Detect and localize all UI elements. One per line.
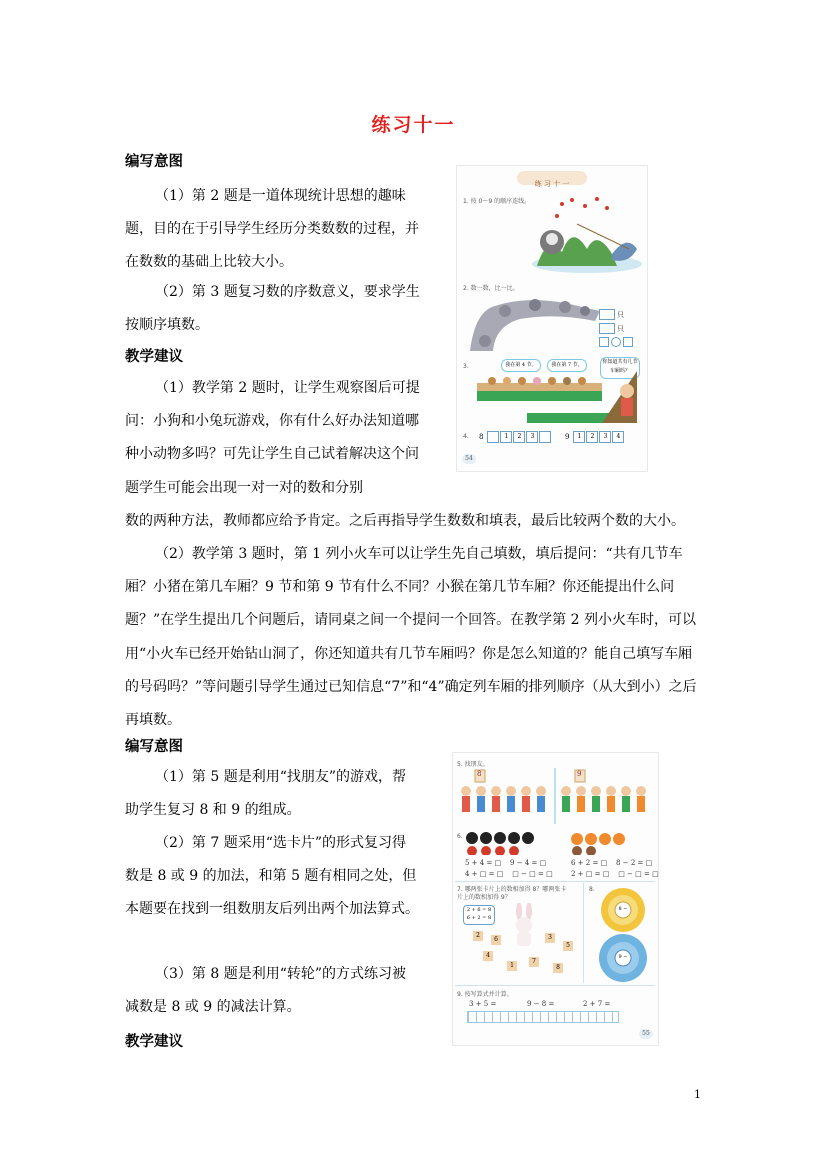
speech-bubble: 我在第 4 节。: [501, 359, 541, 372]
exercise-2-label: 2. 数一数，比一比。: [463, 285, 519, 292]
number-card: 7: [529, 957, 539, 967]
unit-label: 只: [617, 310, 624, 319]
number-sequence-b: [565, 431, 624, 443]
sequence-cell: 3: [599, 431, 611, 443]
page-title: 练习十一: [371, 114, 456, 136]
train-illustration: [477, 371, 642, 429]
paragraph: （2）第 3 题复习数的序数意义，要求学生按顺序填数。: [125, 284, 420, 334]
equation-row: 2 + □ = □ □ − □ = □: [571, 870, 659, 878]
equation-row: 6 + 2 = □ 8 − 2 = □: [571, 859, 653, 867]
equation-row: 4 + □ = □ □ − □ = □: [465, 870, 553, 878]
paragraph: （1）教学第 2 题时，让学生观察图后可提问：小狗和小兔玩游戏，你有什么好办法知道哪种小动物多吗？可先让学生自己试着解决这个问题学生可能会出现一对一对的数和分别: [125, 380, 420, 496]
textbook-header-text: 练 习 十 一: [534, 180, 570, 188]
number-card: 4: [483, 951, 493, 961]
number-sequence-a: [479, 431, 551, 443]
sequence-cell: 1: [500, 431, 512, 443]
section-heading-writing-intent: 编写意图: [125, 739, 183, 755]
sequence-cell: 4: [612, 431, 624, 443]
textbook-page-number: 54: [462, 454, 476, 464]
card-number: 8: [477, 770, 482, 778]
paragraph-continuation: 数的两种方法，教师都应给予肯定。之后再指导学生数数和填表，最后比较两个数的大小。: [125, 513, 685, 529]
sequence-start: 8: [479, 433, 484, 441]
section-heading-writing-intent: 编写意图: [125, 154, 183, 170]
section-heading-teaching-suggestions: 教学建议: [125, 349, 183, 365]
sequence-cell: 2: [513, 431, 525, 443]
sequence-cell: 2: [586, 431, 598, 443]
paragraph: （1）第 5 题是利用“找朋友”的游戏，帮助学生复习 8 和 9 的组成。: [125, 769, 407, 819]
paragraph: （2）第 7 题采用“选卡片”的形式复习得数是 8 或 9 的加法，和第 5 题有相同之处，但本题要在找到一组数朋友后列出两个加法算式。: [125, 835, 419, 918]
unit-label: 只: [617, 324, 624, 333]
equation: 3 + 5 =: [469, 1000, 497, 1008]
exercise-7-label: 7. 哪两张卡片上的数相加得 8？哪两张卡片上的数相加得 9？: [457, 886, 567, 901]
exercise-1-label: 1. 按 0～9 的顺序连线。: [463, 198, 531, 205]
section-heading-teaching-suggestions: 教学建议: [125, 1034, 183, 1050]
textbook-page-image-2: [452, 752, 659, 1046]
wheel-center-label: 8 −: [618, 906, 628, 912]
wheel-center-label: 9 −: [618, 954, 628, 960]
sequence-cell: 1: [573, 431, 585, 443]
subtraction-wheels-illustration: [593, 886, 653, 984]
paragraph: （2）教学第 3 题时，第 1 列小火车可以让学生先自己填数，填后提问：“共有几节车厢？小猪在第几车厢？9 节和第 9 节有什么不同？小猴在第几节车厢？你还能提出什么问题？”在学生提出几个问题后，请同桌之间一个提问一个回答。在教学第 2 列小火车时，可以用“小火车已经开始钻山洞了，你还知道共有几节车厢吗？你是怎么知道的？能自己填写车厢的号码吗？”等问题引导学生通过已知信息“7”和“4”确定列车厢的排列顺序（从大到小）之后再填数。: [125, 546, 697, 729]
equation: 2 + 7 =: [583, 1000, 611, 1008]
number-card: 3: [545, 933, 555, 943]
animals-count-illustration: [465, 291, 605, 361]
exercise-5-label: 5. 找朋友。: [457, 761, 489, 768]
number-cards: [467, 931, 577, 979]
example-equation-box: 2 + 6 = 8 6 + 2 = 8: [463, 905, 495, 925]
textbook-page-number: 55: [639, 1029, 653, 1039]
number-card: 1: [507, 961, 517, 971]
find-friends-illustration: [457, 768, 653, 824]
exercise-8-label: 8.: [589, 886, 595, 893]
divider: [583, 883, 584, 983]
paragraph: （1）第 2 题是一道体现统计思想的趣味题，目的在于引导学生经历分类数数的过程，并在数数的基础上比较大小。: [125, 188, 419, 271]
balls-and-fruits-illustration: [465, 831, 651, 855]
sequence-cell: 3: [526, 431, 538, 443]
divider: [455, 985, 655, 986]
sequence-start: 9: [565, 433, 570, 441]
exercise-9-label: 9. 按写算式并计算。: [457, 991, 513, 998]
speech-bubble: 你知道共有几节车厢吗？: [600, 357, 640, 379]
page-number: 1: [694, 1088, 701, 1101]
number-card: 5: [563, 941, 573, 951]
paragraph: （3）第 8 题是利用“转轮”的方式练习被减数是 8 或 9 的减法计算。: [125, 966, 407, 1016]
textbook-page-image-1: [456, 165, 648, 472]
number-card: 6: [491, 935, 501, 945]
count-table: [599, 309, 639, 347]
equation: 9 − 8 =: [527, 1000, 555, 1008]
connect-dots-illustration: [517, 194, 642, 274]
exercise-6-label: 6.: [457, 833, 463, 840]
divider: [455, 881, 655, 882]
textbook-header-banner: [517, 171, 587, 188]
equation-row: 5 + 4 = □ 9 − 4 = □: [465, 859, 547, 867]
number-card: 2: [473, 931, 483, 941]
exercise-4-label: 4.: [463, 433, 469, 440]
exercise-3-label: 3.: [463, 363, 469, 370]
card-number: 9: [577, 770, 582, 778]
number-card: 8: [553, 963, 563, 973]
speech-bubble: 我在第 7 节。: [547, 359, 587, 372]
answer-grid: [467, 1011, 619, 1023]
